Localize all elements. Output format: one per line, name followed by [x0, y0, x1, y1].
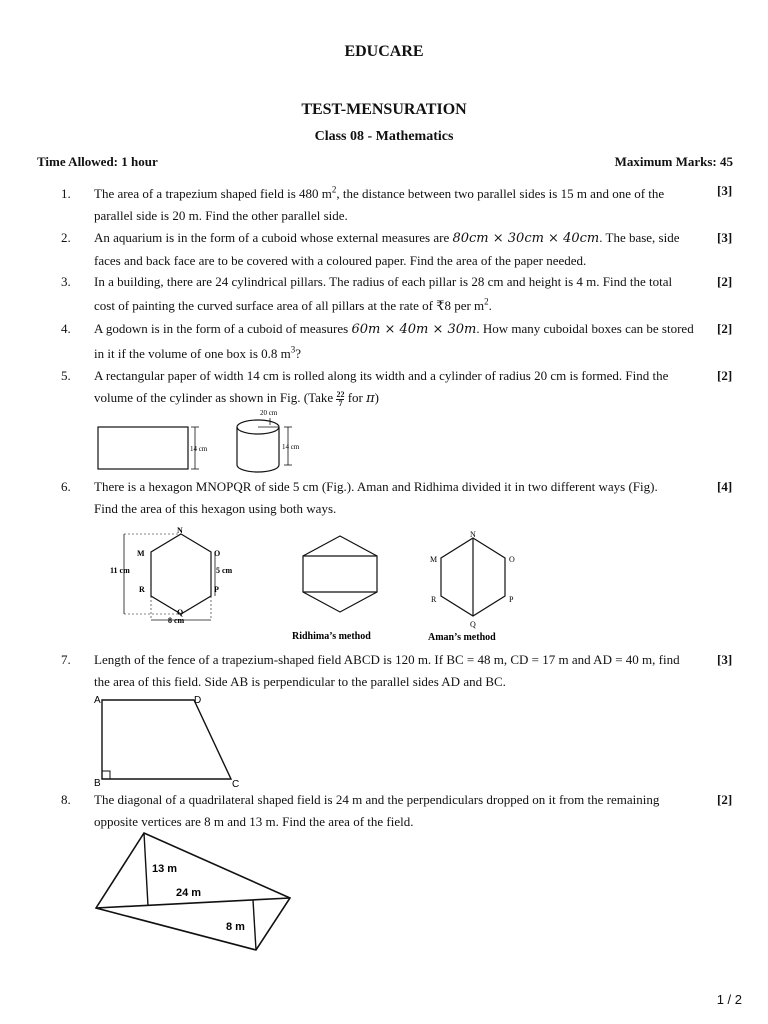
svg-text:C: C: [232, 779, 240, 790]
question-number: 8.: [61, 792, 71, 807]
ridhima-hexagon: [292, 536, 377, 642]
question-text: In a building, there are 24 cylindrical pillars. The radius of each pillar is 28 cm and height is 4 m. Find the total cost of painting the curved surface area of all pillars at the rate of ₹8 per $m^2$.: [94, 274, 673, 313]
question-text: A godown is in the form of a cuboid of measures 60m × 40m × 30m. How many cuboidal boxes can be stored in it if the volume of one box is 0.8 $m^3$?: [94, 321, 694, 361]
institute-name: EDUCARE: [344, 43, 424, 60]
question-text: Length of the fence of a trapezium-shaped field ABCD is 120 m. If BC = 48 m, CD = 17 m and AD = 40 m, find the area of this field. Side AB is perpendicular to the parallel sides AD and BC.: [94, 652, 680, 689]
question-number: 1.: [61, 186, 71, 201]
svg-text:R: R: [431, 595, 437, 604]
question-text: There is a hexagon MNOPQR of side 5 cm (Fig.). Aman and Ridhima divided it in two different ways (Fig). Find the area of this hexagon using both ways.: [94, 479, 658, 516]
svg-text:P: P: [214, 585, 219, 594]
question-number: 4.: [61, 321, 71, 336]
class-subject: Class 08 - Mathematics: [314, 129, 454, 144]
question-text: A rectangular paper of width 14 cm is rolled along its width and a cylinder of radius 20 cm is formed. Find the volume of the cylinder as shown in Fig. (Take $\frac{22}{7}$ for π): [94, 368, 669, 408]
hexagon-figures: [100, 524, 530, 646]
side-label: 5 cm: [216, 566, 233, 575]
aman-method-label: Aman’s method: [428, 632, 496, 643]
svg-text:R: R: [139, 585, 145, 594]
question-text: The area of a trapezium shaped field is 480 $m^2$, the distance between two parallel sides is 15 m and one of the parallel side is 20 m. Find the other parallel side.: [94, 184, 665, 223]
question-number: 5.: [61, 368, 71, 383]
question-number: 2.: [61, 230, 71, 245]
question-text: The diagonal of a quadrilateral shaped field is 24 m and the perpendiculars dropped on it from the remaining opposite vertices are 8 m and 13 m. Find the area of the field.: [94, 792, 660, 829]
question-text: An aquarium is in the form of a cuboid whose external measures are 80cm × 30cm × 40cm. The base, side faces and back face are to be covered with a coloured paper. Find the area of the paper needed.: [94, 230, 680, 268]
perpendicular-8-label: 8 m: [226, 921, 245, 933]
svg-text:O: O: [509, 555, 515, 564]
rectangle-cylinder-figure: [90, 405, 320, 475]
svg-text:N: N: [177, 526, 183, 535]
svg-text:Q: Q: [177, 608, 184, 617]
cylinder-radius-label: 20 cm: [260, 409, 278, 417]
diagonal-label: 24 m: [176, 887, 202, 899]
hexagon-mnopqr: [110, 526, 233, 625]
question-number: 3.: [61, 274, 71, 289]
question-marks: [2]: [717, 368, 733, 383]
diagonal: [96, 898, 290, 908]
aman-hexagon: [428, 530, 515, 643]
ridhima-method-label: Ridhima’s method: [292, 631, 371, 642]
width-label: 8 cm: [168, 616, 185, 625]
svg-text:D: D: [194, 695, 202, 706]
fraction-22-7: $\frac{22}{7}$: [336, 389, 345, 408]
question-marks: [2]: [717, 792, 733, 807]
height-label: 11 cm: [110, 566, 130, 575]
page-number: 1 / 2: [716, 992, 742, 1007]
question-number: 7.: [61, 652, 71, 667]
svg-text:A: A: [94, 695, 101, 706]
question-number: 6.: [61, 479, 71, 494]
paper-rectangle: [98, 427, 188, 469]
time-allowed: Time Allowed: 1 hour: [37, 154, 158, 169]
svg-text:M: M: [137, 549, 145, 558]
maximum-marks: Maximum Marks: 45: [614, 154, 733, 169]
cylinder: [237, 409, 279, 472]
rect-width-label: 14 cm: [190, 445, 208, 453]
cylinder-width-label: 14 cm: [282, 443, 300, 451]
svg-text:B: B: [94, 778, 101, 789]
test-title: TEST-MENSURATION: [301, 101, 467, 118]
trapezium-abcd-figure: [90, 690, 250, 790]
question-marks: [2]: [717, 321, 733, 336]
svg-text:M: M: [430, 555, 438, 564]
question-marks: [2]: [717, 274, 733, 289]
svg-text:O: O: [214, 549, 221, 558]
question-marks: [4]: [717, 479, 733, 494]
svg-text:Q: Q: [470, 620, 476, 629]
question-marks: [3]: [717, 230, 733, 245]
question-marks: [3]: [717, 183, 733, 198]
question-marks: [3]: [717, 652, 733, 667]
svg-text:P: P: [509, 595, 514, 604]
quadrilateral-figure: [90, 828, 300, 956]
perpendicular-13-label: 13 m: [152, 863, 178, 875]
svg-text:N: N: [470, 530, 476, 539]
